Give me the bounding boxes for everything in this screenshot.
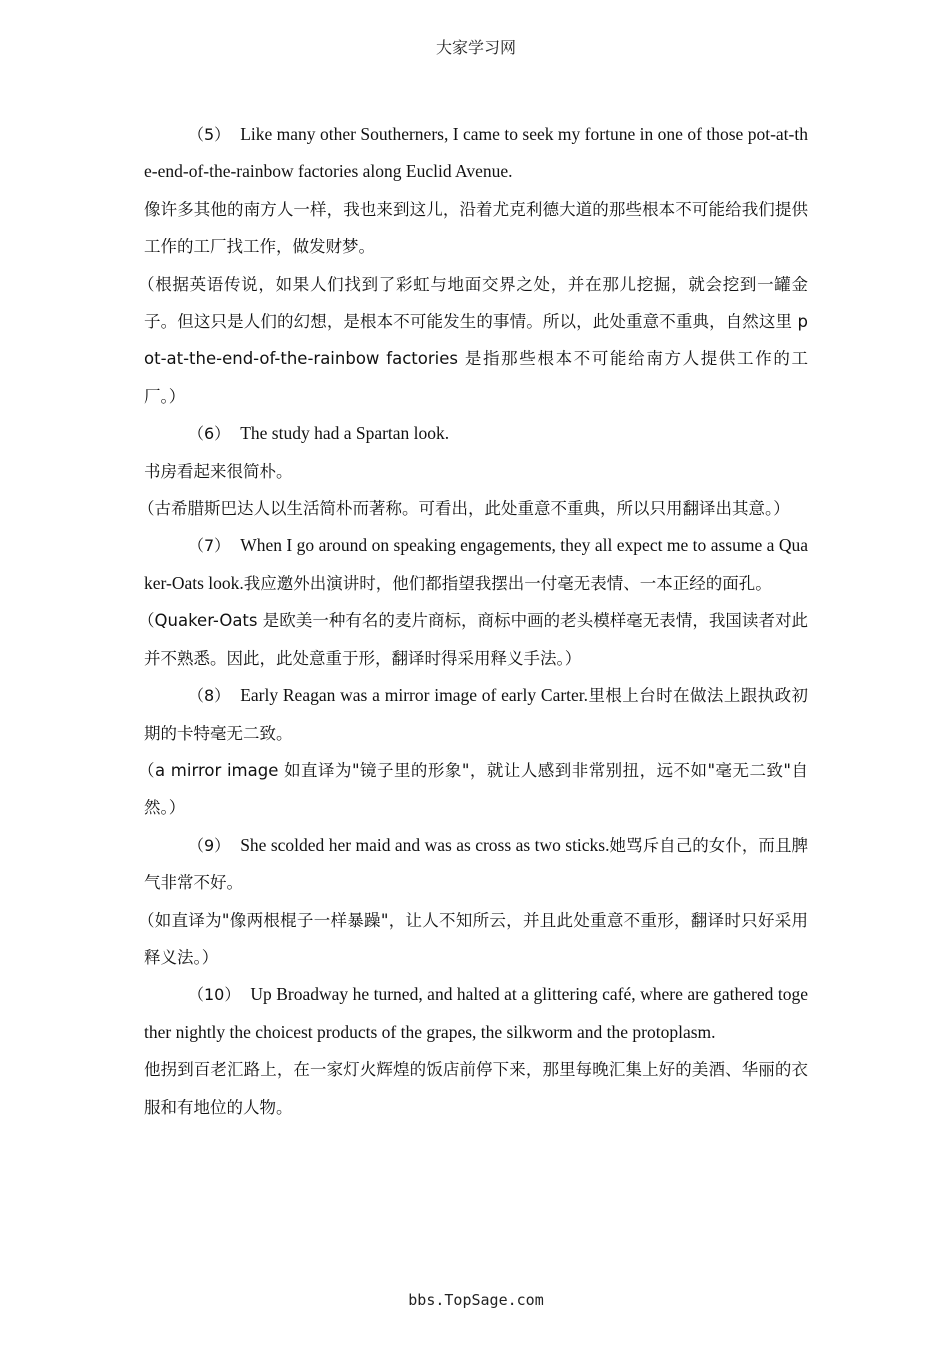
example-sentence-9 [144, 827, 808, 902]
english-sentence: Up Broadway he turned, and halted at a glittering café, where are gathered together nightly the choicest products of the grapes, the silkworm and the protoplasm. [144, 984, 808, 1042]
chinese-translation-8: 里根上台时在做法上跟执政初期的卡特毫无二致。 [144, 686, 808, 743]
chinese-translation-5: 像许多其他的南方人一样，我也来到这儿，沿着尤克利德大道的那些根本不可能给我们提供工作的工厂找工作，做发财梦。 [144, 199, 808, 257]
english-sentence: She scolded her maid and was as cross as two sticks. [240, 834, 610, 855]
example-sentence-8 [144, 677, 808, 752]
english-sentence: Like many other Southerners, I came to seek my fortune in one of those pot-at-the-end-of-the-rainbow factories along Euclid Avenue. [144, 124, 808, 182]
english-sentence: The study had a Spartan look. [240, 423, 450, 444]
translation-note-5: （根据英语传说，如果人们找到了彩虹与地面交界之处，并在那儿挖掘，就会挖到一罐金子。但这只是人们的幻想，是根本不可能发生的事情。所以，此处重意不重典，自然这里 pot-at-the-end-of-the-rainbow factories 是指那些根本不可能给南方人提供工作的工厂。） [138, 274, 808, 406]
example-number: （10） [188, 985, 241, 1005]
chinese-translation-10: 他拐到百老汇路上，在一家灯火辉煌的饭店前停下来，那里每晚汇集上好的美酒、华丽的衣服和有地位的人物。 [144, 1060, 808, 1117]
translation-note-9: （如直译为"像两根棍子一样暴躁"，让人不知所云，并且此处重意不重形，翻译时只好采用释义法。） [138, 910, 808, 967]
page-footer: bbs.TopSage.com [408, 1291, 544, 1309]
example-number: （6） [188, 424, 231, 444]
chinese-translation-7: 我应邀外出演讲时，他们都指望我摆出一付毫无表情、一本正经的面孔。 [243, 573, 772, 593]
example-sentence-7 [144, 527, 808, 602]
example-sentence-10 [144, 976, 808, 1051]
example-number: （5） [188, 125, 231, 144]
document-body [138, 116, 809, 1126]
example-number: （8） [188, 686, 231, 706]
translation-note-7: （Quaker-Oats 是欧美一种有名的麦片商标，商标中画的老头模样毫无表情，我国读者对此并不熟悉。因此，此处意重于形，翻译时得采用释义手法。） [138, 611, 808, 668]
chinese-translation-9: 她骂斥自己的女仆，而且脾气非常不好。 [144, 835, 809, 893]
translation-note-8: （a mirror image 如直译为"镜子里的形象"，就让人感到非常别扭，远不如"毫无二致"自然。） [138, 760, 808, 818]
page-header: 大家学习网 [435, 38, 516, 57]
translation-note-6: （古希腊斯巴达人以生活简朴而著称。可看出，此处重意不重典，所以只用翻译出其意。） [138, 499, 790, 519]
english-sentence: Early Reagan was a mirror image of early Carter. [240, 685, 589, 706]
example-number: （7） [188, 536, 231, 556]
example-number: （9） [188, 835, 231, 855]
english-sentence: When I go around on speaking engagements, they all expect me to assume a Quaker-Oats look. [144, 535, 808, 593]
example-sentence-6 [144, 415, 808, 452]
example-sentence-5 [144, 116, 808, 191]
chinese-translation-6: 书房看起来很简朴。 [144, 461, 293, 481]
